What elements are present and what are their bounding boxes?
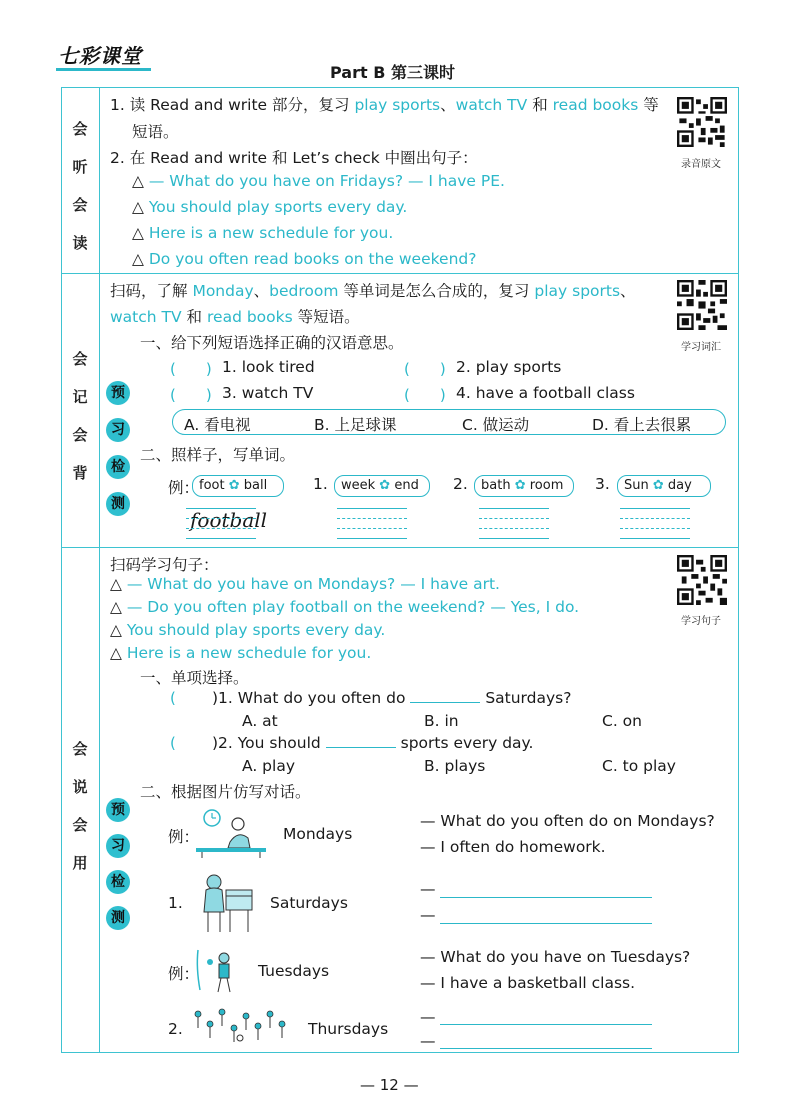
q1-stem: )1. What do you often do Saturdays? — [212, 689, 572, 707]
ex1-answer-4[interactable]: ( ) — [404, 386, 446, 404]
ex2-item-2-line-3 — [479, 528, 549, 529]
speak-ex1-title: 一、单项选择。 — [140, 669, 249, 687]
q2-option-a[interactable]: A. play — [242, 757, 296, 775]
memorize-intro-line2: watch TV 和 read books 等短语。 — [110, 308, 360, 326]
ex1-answer-2[interactable]: ( ) — [404, 360, 446, 378]
row-divider-1 — [61, 273, 739, 274]
dialog4-answer-line1[interactable] — [440, 1024, 652, 1025]
logo: 七彩课堂 — [58, 44, 142, 68]
dialog2-dash1: — — [420, 880, 436, 898]
ex2-item-1-line-2 — [337, 518, 407, 519]
ex2-item-1-num: 1. — [313, 475, 328, 493]
dialog3-line2: — I have a basketball class. — [420, 974, 636, 992]
preview-badge-1c: 检 — [106, 455, 130, 479]
ex1-answer-1[interactable]: ( ) — [170, 360, 212, 378]
pic4-label: Thursdays — [308, 1020, 389, 1038]
q2-option-b[interactable]: B. plays — [424, 757, 486, 775]
pic4-num: 2. — [168, 1020, 183, 1038]
ex2-item-3-line-3 — [620, 528, 690, 529]
speak-sentence-4: △ Here is a new schedule for you. — [110, 644, 372, 662]
listen-sentence-1: △ — What do you have on Fridays? — I have PE. — [132, 172, 505, 190]
speak-sentence-3: △ You should play sports every day. — [110, 621, 386, 639]
listen-item1: 1. 读 Read and write 部分，复习 play sports、watch TV 和 read books 等 — [110, 96, 659, 114]
dialog2-answer-line1[interactable] — [440, 897, 652, 898]
qr-code-vocabulary[interactable] — [677, 280, 727, 330]
preview-badge-2b: 习 — [106, 834, 130, 858]
ex2-item-3-box: Sun ✿ day — [617, 475, 711, 497]
speak-sentence-1: △ — What do you have on Mondays? — I have art. — [110, 575, 500, 593]
ex2-item-2-line-4 — [479, 538, 549, 539]
listen-sentence-4: △ Do you often read books on the weekend? — [132, 250, 477, 268]
logo-underline — [56, 68, 151, 71]
ex1-option-d: D. 看上去很累 — [592, 416, 692, 434]
ex2-item-3-num: 3. — [595, 475, 610, 493]
section-label-speak: 会 说 会 用 — [72, 740, 88, 872]
dialog4-dash1: — — [420, 1008, 436, 1026]
ex2-item-2-line-1[interactable] — [479, 508, 549, 509]
preview-badge-1d: 测 — [106, 492, 130, 516]
memorize-intro-line1: 扫码，了解 Monday、bedroom 等单词是怎么合成的，复习 play sports、 — [110, 282, 636, 300]
dialog3-line1: — What do you have on Tuesdays? — [420, 948, 691, 966]
pic3-label: Tuesdays — [258, 962, 330, 980]
ex2-item-3-line-1[interactable] — [620, 508, 690, 509]
football-class-illustration — [190, 1004, 292, 1044]
section-label-memorize: 会 记 会 背 — [72, 350, 88, 482]
qr-label-recording: 录音原文 — [681, 159, 721, 170]
speak-ex2-title: 二、根据图片仿写对话。 — [140, 783, 311, 801]
ex2-item-1-line-4 — [337, 538, 407, 539]
preview-badge-1a: 预 — [106, 381, 130, 405]
qr-label-sentences: 学习句子 — [681, 616, 721, 627]
dialog2-dash2: — — [420, 906, 436, 924]
dialog1-line2: — I often do homework. — [420, 838, 606, 856]
row-divider-2 — [61, 547, 739, 548]
ex2-example-line-4 — [186, 538, 256, 539]
homework-illustration — [192, 808, 270, 858]
dialog1-line1: — What do you often do on Mondays? — [420, 812, 715, 830]
ex1-answer-3[interactable]: ( ) — [170, 386, 212, 404]
ex2-example-line-2 — [186, 518, 256, 519]
preview-badge-2a: 预 — [106, 798, 130, 822]
preview-badge-2c: 检 — [106, 870, 130, 894]
ex2-example-box: foot ✿ ball — [192, 475, 284, 497]
ex1-option-b: B. 上足球课 — [314, 416, 397, 434]
pic3-example-label: 例： — [168, 965, 200, 983]
ex2-example-answer: football — [190, 508, 268, 532]
speak-sentence-2: △ — Do you often play football on the weekend? — Yes, I do. — [110, 598, 580, 616]
ex2-item-2-line-2 — [479, 518, 549, 519]
ex1-item-2: 2. play sports — [456, 358, 562, 376]
listen-sentence-3: △ Here is a new schedule for you. — [132, 224, 394, 242]
memorize-ex1-title: 一、给下列短语选择正确的汉语意思。 — [140, 334, 404, 352]
dialog4-dash2: — — [420, 1032, 436, 1050]
qr-code-recording[interactable] — [677, 97, 727, 147]
pic1-example-label: 例： — [168, 828, 200, 846]
q1-option-c[interactable]: C. on — [602, 712, 642, 730]
qr-code-sentences[interactable] — [677, 555, 727, 605]
memorize-ex2-title: 二、照样子，写单词。 — [140, 446, 296, 464]
page-title: Part B 第三课时 — [330, 63, 455, 82]
q2-option-c[interactable]: C. to play — [602, 757, 676, 775]
piano-girl-illustration — [196, 868, 256, 934]
ex1-item-4: 4. have a football class — [456, 384, 635, 402]
ex2-item-3-line-4 — [620, 538, 690, 539]
ex2-example-line-1 — [186, 508, 256, 509]
ex2-item-2-num: 2. — [453, 475, 468, 493]
preview-badge-1b: 习 — [106, 418, 130, 442]
q2-blank[interactable] — [326, 747, 396, 748]
preview-badge-2d: 测 — [106, 906, 130, 930]
dialog2-answer-line2[interactable] — [440, 923, 652, 924]
pic2-label: Saturdays — [270, 894, 348, 912]
ex2-item-2-box: bath ✿ room — [474, 475, 574, 497]
ex2-item-1-box: week ✿ end — [334, 475, 430, 497]
ex1-option-a: A. 看电视 — [184, 416, 251, 434]
basketball-boy-illustration — [194, 948, 244, 994]
ex1-item-1: 1. look tired — [222, 358, 315, 376]
qr-label-vocabulary: 学习词汇 — [681, 342, 721, 353]
q1-option-b[interactable]: B. in — [424, 712, 459, 730]
q1-answer[interactable]: ( — [170, 689, 176, 707]
page-number: — 12 — — [360, 1076, 419, 1094]
listen-item1-line2: 短语。 — [132, 123, 179, 141]
ex2-example-label: 例： — [168, 479, 200, 497]
q2-answer[interactable]: ( — [170, 734, 176, 752]
ex1-option-c: C. 做运动 — [462, 416, 530, 434]
q1-option-a[interactable]: A. at — [242, 712, 278, 730]
listen-item2: 2. 在 Read and write 和 Let’s check 中圈出句子： — [110, 149, 478, 167]
pic1-label: Mondays — [283, 825, 353, 843]
listen-sentence-2: △ You should play sports every day. — [132, 198, 408, 216]
ex2-example-line-3 — [186, 528, 256, 529]
speak-intro: 扫码学习句子： — [110, 556, 219, 574]
ex1-item-3: 3. watch TV — [222, 384, 314, 402]
ex2-item-3-line-2 — [620, 518, 690, 519]
ex2-item-1-line-1[interactable] — [337, 508, 407, 509]
dialog4-answer-line2[interactable] — [440, 1048, 652, 1049]
ex2-item-1-line-3 — [337, 528, 407, 529]
section-label-listen: 会 听 会 读 — [72, 120, 88, 252]
q1-blank[interactable] — [410, 702, 480, 703]
pic2-num: 1. — [168, 894, 183, 912]
q2-stem: )2. You should sports every day. — [212, 734, 534, 752]
